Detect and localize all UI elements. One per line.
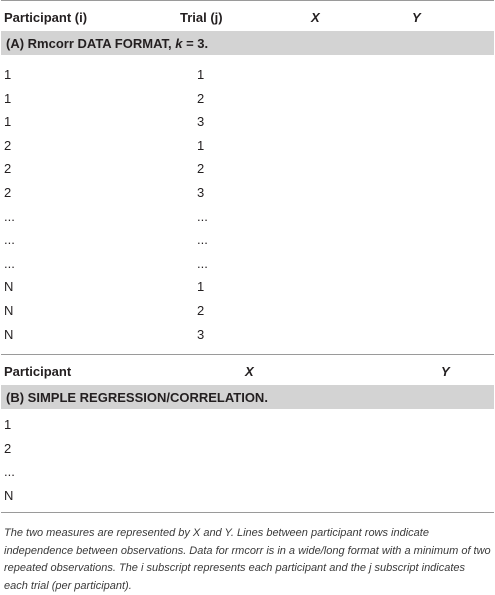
table-row [0, 110, 495, 134]
header-b-y: Y [441, 364, 450, 380]
trial-cell: 1 [197, 67, 205, 82]
header-participant-i: Participant (i) [4, 10, 88, 25]
section-a-k: k [175, 36, 183, 51]
section-b-text: (B) SIMPLE REGRESSION/CORRELATION. [6, 390, 268, 406]
table-row [0, 323, 495, 347]
section-b-label [1, 385, 494, 409]
table-row [0, 205, 495, 229]
participant-cell: N [4, 326, 14, 342]
table-row [0, 63, 495, 87]
table-row [0, 252, 495, 276]
bottom-rule [1, 512, 494, 513]
section-a-k-value: = 3. [182, 36, 209, 51]
trial-cell: 3 [197, 326, 205, 342]
header-x: X [311, 10, 320, 25]
participant-cell: 1 [4, 417, 12, 433]
participant-cell: 2 [4, 184, 12, 200]
header-trial-j: Trial (j) [180, 10, 223, 25]
table-b-header-row [0, 355, 495, 385]
table-b-rows [0, 413, 495, 507]
participant-cell: 1 [4, 67, 12, 82]
table-row [0, 228, 495, 252]
table-a-header-row [0, 1, 495, 31]
participant-cell: N [4, 487, 14, 503]
section-a-text: (A) Rmcorr DATA FORMAT, [6, 36, 176, 51]
participant-cell: ... [4, 464, 15, 480]
table-row [0, 275, 495, 299]
trial-cell: 2 [197, 302, 205, 318]
table-footnote: The two measures are represented by X and Y. Lines between participant rows indicate independence between observations. Data for rmcorr is in a wide/long format with a minimum of two repeated observations. The i subscript represents each participant and the j subscript indicates each trial (per participant). [4, 527, 491, 592]
table-row [0, 181, 495, 205]
participant-cell: 1 [4, 114, 12, 130]
trial-cell: 2 [197, 90, 205, 106]
participant-cell: ... [4, 208, 15, 224]
header-participant: Participant [4, 364, 72, 380]
participant-cell: N [4, 302, 14, 318]
table-row [0, 460, 495, 484]
participant-cell: ... [4, 255, 15, 271]
table-a-rows [0, 63, 495, 346]
participant-cell: N [4, 279, 14, 295]
table-row [0, 484, 495, 508]
trial-cell: ... [197, 255, 208, 271]
trial-cell: ... [197, 232, 208, 248]
participant-cell: 1 [4, 90, 12, 106]
trial-cell: 1 [197, 279, 205, 295]
trial-cell: 3 [197, 114, 205, 130]
header-b-x: X [245, 364, 254, 380]
header-y: Y [412, 10, 421, 25]
participant-cell: 2 [4, 440, 12, 456]
trial-cell: 1 [197, 137, 205, 153]
trial-cell: 3 [197, 184, 205, 200]
participant-cell: ... [4, 232, 15, 248]
table-row [0, 157, 495, 181]
section-a-label [1, 31, 494, 55]
participant-cell: 2 [4, 137, 12, 153]
table-row [0, 87, 495, 111]
trial-cell: 2 [197, 161, 205, 177]
table-row [0, 413, 495, 437]
table-row [0, 299, 495, 323]
table-row [0, 437, 495, 461]
trial-cell: ... [197, 208, 208, 224]
table-row [0, 134, 495, 158]
participant-cell: 2 [4, 161, 12, 177]
